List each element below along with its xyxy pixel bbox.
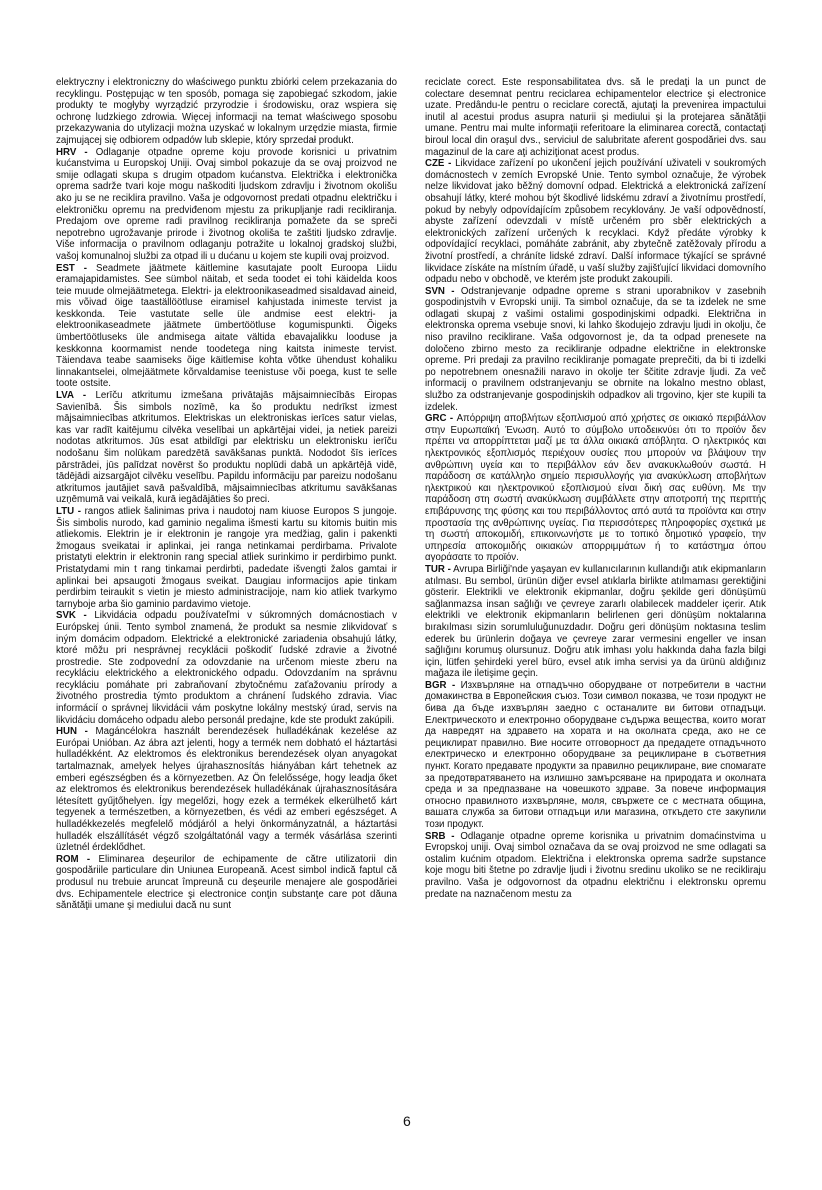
section-svk — [56, 610, 397, 726]
section-svn — [425, 286, 766, 414]
section-text: Odstranjevanje odpadne opreme s strani uporabnikov v zasebnih gospodinjstvih v Evropski uniji. Ta simbol označuje, da se ta izdelek ne sme odlagati skupaj z vašimi ostalimi gospodinjskimi odpadki. Električna in elektronska oprema vsebuje snovi, ki lahko škodujejo zdravju ljudi in okolju, če niso pravilno reciklirane. Vaša odgovornost je, da ta odpad prenesete na določeno zbirno mesto za recikliranje odpadne električne in elektronske opreme. Pri predaji za pravilno recikliranje pomagate preprečiti, da bi ti izdelki po nepotrebnem onesnažili naravo in okolje ter ščitite zdravje ljudi. Za več informacij o pravilnem odstranjevanju se obrnite na lokalno mestno oblast, službo za odstranjevanje gospodinjskih odpadkov ali trgovino, kjer ste kupili ta izdelek. — [425, 285, 766, 413]
section-hun — [56, 726, 397, 854]
section-ltu — [56, 506, 397, 610]
section-cze — [425, 158, 766, 286]
left-column — [56, 77, 397, 912]
section-srb — [425, 831, 766, 901]
section-text: Lerīču atkritumu izmešana privātajās mājsaimniecībās Eiropas Savienībā. Šis simbols nozīmē, ka šo produktu nedrīkst izmest mājsaimniecības atkritumos. Elektriskas un elektroniskas ierīces satur vielas, kas var radīt kaitējumu cilvēka veselībai un apkārtējai videi, ja netiek pareizi nodotas atkritumos. Jūs esat atbildīgi par elektrisku un elektronisku ierīču nodošanu šim nolūkam paredzētā savākšanas punktā. Nododot šīs ierīces pārstrādei, jūs palīdzat novērst šo produktu noplūdi dabā un apkārtējā vidē, tādējādi aizsargājot cilvēku veselību. Papildu informāciju par pareizu nodošanu atkritumos jautājiet savā pašvaldībā, mājsaimniecības atkritumu savākšanas uzņēmumā vai veikalā, kurā iegādājāties šo preci. — [56, 390, 397, 506]
section-text: Avrupa Birliği'nde yaşayan ev kullanıcılarının kullandığı atık ekipmanların atılması. Bu sembol, ürünün diğer evsel atıklarla birlikte atılmaması gerektiğini gösterir. Elektrikli ve elektronik ekipmanlar, doğru şekilde geri dönüşümü sağlanmazsa insan sağlığı ve çevreye zararlı olabilecek maddeler içerir. Atık elektrikli ve elektronik ekipmanların belirlenen geri dönüşüm noktalarına bırakılması sizin sorumluluğunuzdadır. Doğru geri dönüşüm noktasına teslim ederek bu ürünlerin doğaya ve çevreye zarar vermesini engeller ve insan sağlığını korumuş olursunuz. Doğru atık imhası yolu hakkında daha fazla bilgi için, lütfen şehirdeki yerel büro, evsel atık imha servisi ya da ürünü aldığınız mağaza ile iletişime geçin. — [425, 563, 766, 680]
section-code: SVN - — [425, 285, 455, 297]
section-text: Απόρριψη αποβλήτων εξοπλισμού από χρήστες σε οικιακό περιβάλλον στην Ευρωπαϊκή Ένωση. Αυτό το σύμβολο υποδεικνύει ότι το προϊόν δεν πρέπει να απορρίπτεται μαζί με τα άλλα οικιακά απόβλητα. Ο ηλεκτρικός και ηλεκτρονικός εξοπλισμός περιέχουν ουσίες που μπορούν να βλάψουν την ανθρώπινη υγεία και το περιβάλλον εάν δεν ανακυκλωθούν σωστά. Η παράδοση σε κατάλληλο σημείο περισυλλογής για ανακύκλωση αποβλήτων ηλεκτρικού και ηλεκτρονικού εξοπλισμού είναι δική σας ευθύνη. Με την παράδοση στη σωστή ανακύκλωση συμβάλλετε στην αποτροπή της περιττής επιβάρυνσης της φύσης και του περιβάλλοντος από αυτά τα προϊόντα και στην προστασία της ανθρώπινης υγείας. Για περισσότερες πληροφορίες σχετικά με τη σωστή αποκομιδή, επικοινωνήστε με το τοπικό δημοτικό γραφείο, την υπηρεσία αποκομιδής οικιακών απορριμμάτων ή το κατάστημα όπου αγοράσατε το προϊόν. — [425, 413, 766, 564]
section-text: Odlaganje otpadne opreme korisnika u privatnim domaćinstvima u Evropskoj uniji. Ovaj simbol označava da se ovaj proizvod ne sme odlagati sa ostalim kućnim otpadom. Električna i elektronska oprema sadrže supstance koje mogu biti štetne po zdravlje ljudi i životnu sredinu ukoliko se ne recikliraju pravilno. Vaša je odgovornost da otpadnu električnu i elektronsku opremu predate na naznačenom mestu za — [425, 830, 766, 900]
section-code: HRV - — [56, 146, 88, 158]
page-number-text: 6 — [403, 1113, 411, 1129]
section-code: SRB - — [425, 830, 455, 842]
section-code: SVK - — [56, 610, 87, 622]
section-code: GRC - — [425, 413, 454, 425]
section-est — [56, 263, 397, 391]
section-text: Likvidace zařízení po ukončení jejich používání uživateli v soukromých domácnostech v zemích Evropské Unie. Tento symbol označuje, že výrobek nelze likvidovat jako běžný domovní odpad. Elektrická a elektronická zařízení obsahují látky, které mohou být škodlivé lidskému zdraví a životnímu prostředí, pokud by nebyly odpovídajícím způsobem recyklovány. Je vaší odpovědností, abyste zařízení odevzdali v místě určeném pro sběr elektrických a elektronických zařízení určených k recyklaci. Když předáte výrobky k odpovídající recyklaci, pomáháte zabránit, aby zbytečně zatěžovaly přírodu a životní prostředí, a chráníte lidské zdraví. Další informace týkající se správné likvidace získáte na místním úřadě, u vaší služby zajišťující likvidaci domovního odpadu nebo v obchodě, ve kterém jste produkt zakoupili. — [425, 158, 766, 286]
section-text: Eliminarea deşeurilor de echipamente de către utilizatorii din gospodăriile particulare din Uniunea Europeană. Acest simbol indică faptul că produsul nu trebuie aruncat împreună cu deşeurile menajere ale gospodăriei dvs. Echipamentele electrice şi electronice conţin substanţe care pot dăuna sănătăţii umane şi mediului dacă nu sunt — [56, 853, 397, 912]
section-text: rangos atliek šalinimas priva i naudotoj nam kiuose Europos S jungoje. Šis simbolis nurodo, kad gaminio negalima išmesti kartu su kitomis buitin mis atliekomis. Elektrin je ir elektronin je rangoje yra medžiag, galin i pakenkti žmogaus sveikatai ir aplinkai, jei ranga netinkamai perdirbama. Privalote pristatyti elektrin ir elektronin rang special atliek surinkimo ir perdirbimo punkt. Pristatydami min t rang tinkamai perdirbti, padedate išvengti žalos gamtai ir aplinkai bei apsaugoti žmogaus sveikat. Daugiau informacijos apie tinkam perdirbim teiraukit s vietin je miesto administracijoje, nam kio atliek tvarkymo tarnyboje arba šio gaminio pardavimo vietoje. — [56, 505, 397, 610]
section-text: Magáncélokra használt berendezések hulladékának kezelése az Európai Unióban. Az ábra azt jelenti, hogy a termék nem dobható el háztartási hulladékként. Az elektromos és elektronikus berendezések olyan anyagokat tartalmaznak, amelyek helyes újrahasznosítás hiányában kárt tehetnek az emberi egészségben és a környezetben. Az Ön felelőssége, hogy leadja őket az elektromos és elektronikus berendezések hulladékának újrahasznosítására létesített gyűjtőhelyen. Így megelőzi, hogy ezek a termékek elkerülhető kárt tegyenek a természetben, a környezetben, és védi az emberi egészséget. A hulladékkezelés megfelelő módjáról a helyi önkormányzatnál, a háztartási hulladék elszállításét végző szolgáltatónál vagy a termék vásárlása szerinti üzletnél érdeklődhet. — [56, 726, 398, 854]
section-text: Odlaganje otpadne opreme koju provode korisnici u privatnim kućanstvima u Europskoj Uniji. Ovaj simbol pokazuje da se ovaj proizvod ne smije odlagati skupa s drugim otpadom kućanstva. Električka i elektronička oprema sadrže tvari koje mogu naškoditi ljudskom zdravlju i životnom okolišu ako ju se ne reciklira pravilno. Vaša je odgovornost predati otpadnu električku i elektroničku opremu na predviđenom mjestu za prikupljanje radi recikliranja. Predajom ove opreme radi pravilnog recikliranja pomažete da se spreči nepotrebno ugrožavanje prirode i životnog okoliša te zaštiti ljudsko zdravlje. Više informacija o pravilnom odlaganju potražite u lokalnoj gradskoj službi, vašoj komunalnoj službi za otpad ili u dućanu u kojem ste kupili ovaj proizvod. — [56, 146, 398, 262]
section-code: TUR - — [425, 563, 451, 575]
section-bgr — [425, 680, 766, 831]
section-code: HUN - — [56, 726, 88, 738]
right-lead-paragraph: reciclate corect. Este responsabilitatea dvs. să le predaţi la un punct de colectare desemnat pentru reciclarea echipamentelor electrice şi electronice uzate. Predându-le pentru o reciclare corectă, ajutaţi la prevenirea impactului inutil al acestui produs asupra naturii şi mediului şi la protejarea sănătăţii umane. Pentru mai multe informaţii referitoare la eliminarea corectă, contactaţi biroul local din oraşul dvs., serviciul de salubritate aferent gospodăriei dvs. sau magazinul de la care aţi achiziţionat acest produs. — [425, 77, 766, 158]
section-code: LVA - — [56, 390, 87, 402]
section-grc — [425, 413, 766, 564]
section-code: ROM - — [56, 853, 91, 865]
section-hrv — [56, 147, 397, 263]
section-code: EST - — [56, 262, 88, 274]
section-code: CZE - — [425, 158, 452, 170]
section-text: Изхвърляне на отпадъчно оборудване от потребители в частни домакинства в Европейския съюз. Този символ показва, че този продукт не бива да бъде изхвърлян заедно с останалите ви битови отпадъци. Електрическото и електронно оборудване съдържа вещества, които могат да навредят на здравето на хората и на околната среда, ако не се рециклират правилно. Вие носите отговорност да предадете отпадъчното електрическо и електронно оборудване за рециклиране в съответния пункт. Когато предавате продукти за правилно рециклиране, вие спомагате за предотвратяването на излишно замърсяване на природата и околната среда и за предпазване на човешкото здраве. За повече информация относно правилното изхвърляне, моля, свържете се с местната община, вашата служба за битови отпадъци или магазина, откъдето сте закупили този продукт. — [425, 679, 766, 830]
right-column — [425, 77, 766, 900]
section-code: LTU - — [56, 505, 81, 517]
section-code: BGR - — [425, 679, 456, 691]
section-lva — [56, 390, 397, 506]
section-tur — [425, 564, 766, 680]
left-lead-paragraph: elektryczny i elektroniczny do właściwego punktu zbiórki celem przekazania do recyklingu. Postępując w ten sposób, pomaga się zapobiegać szkodom, jakie produkty te mogłyby wyrządzić przyrodzie i środowisku, oraz wspiera się ochronę ludzkiego zdrowia. Więcej informacji na temat właściwego sposobu przekazywania do utylizacji można uzyskać w lokalnym urzędzie miasta, firmie zajmującej się odbiorem odpadów lub sklepie, który sprzedał produkt. — [56, 77, 397, 146]
section-text: Likvidácia odpadu používateľmi v súkromných domácnostiach v Európskej únii. Tento symbol znamená, že produkt sa nesmie zlikvidovať s iným domácim odpadom. Elektrické a elektronické zariadenia obsahujú látky, ktoré môžu pri nesprávnej recyklácii poškodiť ľudské zdravie a životné prostredie. Ste zodpovední za odovzdanie na určenom mieste zberu na recykláciu elektrického a elektronického odpadu. Odovzdaním na správnu recykláciu pomáhate pri zabraňovaní zbytočnému zaťažovaniu prírody a životného prostredia týmto produktom a chránení ľudského zdravia. Viac informácií o správnej likvidácii vám poskytne lokálny mestský úrad, servis na likvidáciu domáceho odpadu alebo personál predajne, kde ste produkt zakúpili. — [56, 610, 397, 726]
section-text: Seadmete jäätmete käitlemine kasutajate poolt Euroopa Liidu eramajapidamistes. See sümbol näitab, et seda toodet ei tohi käidelda koos teie muude olmejäätmetega. Elektri- ja elektroonikaseadmed sisaldavad aineid, mis võivad öige taaställöötluse eiramisel kahjustada inimeste tervist ja keskkonda. Teie vastutate selle üle andmise eest elektri- ja elektroonikaseadmete jäätmete ümbertöötluse kogumispunkti. Õigeks ümbertöötluseks üle andmisega aitate vältida ebavajalikku looduse ja keskkonna koormamist nende toodetega ning kaitsta inimeste tervist. Täiendava teabe saamiseks õige käitlemise kohta võtke ühendust kohaliku linnakantselei, olmejäätmete kõrvaldamise teenistuse või poega, kust te selle toote ostsite. — [56, 262, 397, 390]
section-rom — [56, 854, 397, 912]
